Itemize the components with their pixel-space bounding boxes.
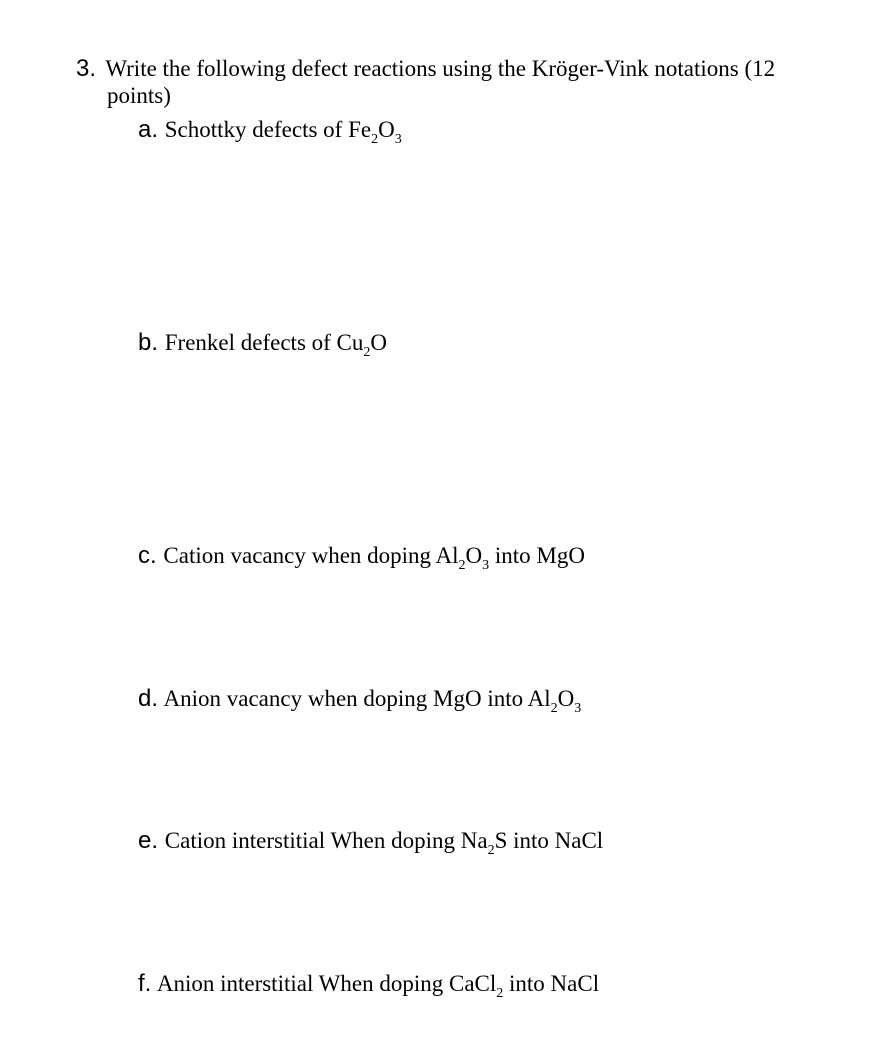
part-b-letter: b.: [138, 329, 159, 356]
part-e-text: Cation interstitial When doping Na: [164, 828, 488, 853]
part-a-text: Schottky defects of Fe: [164, 117, 372, 142]
part-a-sub2: 3: [394, 132, 402, 147]
part-f-letter: f.: [138, 970, 152, 997]
part-c-sub2: 3: [482, 558, 490, 573]
part-a-mid1: O: [378, 117, 395, 142]
part-d-letter: d.: [138, 685, 159, 712]
question-text-line-1: Write the following defect reactions using the Kröger-Vink notations (12: [105, 56, 776, 81]
part-d-sub1: 2: [550, 701, 558, 716]
part-a: [138, 116, 402, 147]
part-c-mid1: O: [465, 543, 483, 568]
part-f-tail: into NaCl: [503, 971, 600, 996]
part-f-sub1: 2: [496, 986, 504, 1001]
part-d-text: Anion vacancy when doping MgO into Al: [163, 686, 551, 711]
part-b-sub1: 2: [363, 345, 371, 360]
part-a-letter: a.: [138, 116, 159, 143]
question-number: 3.: [76, 55, 97, 82]
part-e-sub1: 2: [487, 843, 495, 858]
part-c-sub1: 2: [458, 558, 466, 573]
part-d-mid1: O: [557, 686, 575, 711]
part-a-sub1: 2: [371, 132, 379, 147]
part-c-letter: c.: [138, 542, 157, 569]
part-f: [138, 970, 600, 1001]
question-text-line-2: points): [107, 83, 171, 108]
part-e: [138, 827, 604, 858]
part-b-text: Frenkel defects of Cu: [164, 330, 364, 355]
question-3: [76, 55, 806, 109]
part-e-letter: e.: [138, 827, 159, 854]
part-d: [138, 685, 582, 716]
part-c-text: Cation vacancy when doping Al: [163, 543, 459, 568]
part-f-text: Anion interstitial When doping CaCl: [156, 971, 497, 996]
part-b: [138, 329, 388, 360]
part-c-tail: into MgO: [489, 543, 585, 568]
question-line-1: [76, 55, 806, 82]
part-b-mid1: O: [370, 330, 388, 355]
part-c: [138, 542, 585, 573]
part-d-sub2: 3: [574, 701, 582, 716]
part-e-mid1: S into NaCl: [494, 828, 604, 853]
